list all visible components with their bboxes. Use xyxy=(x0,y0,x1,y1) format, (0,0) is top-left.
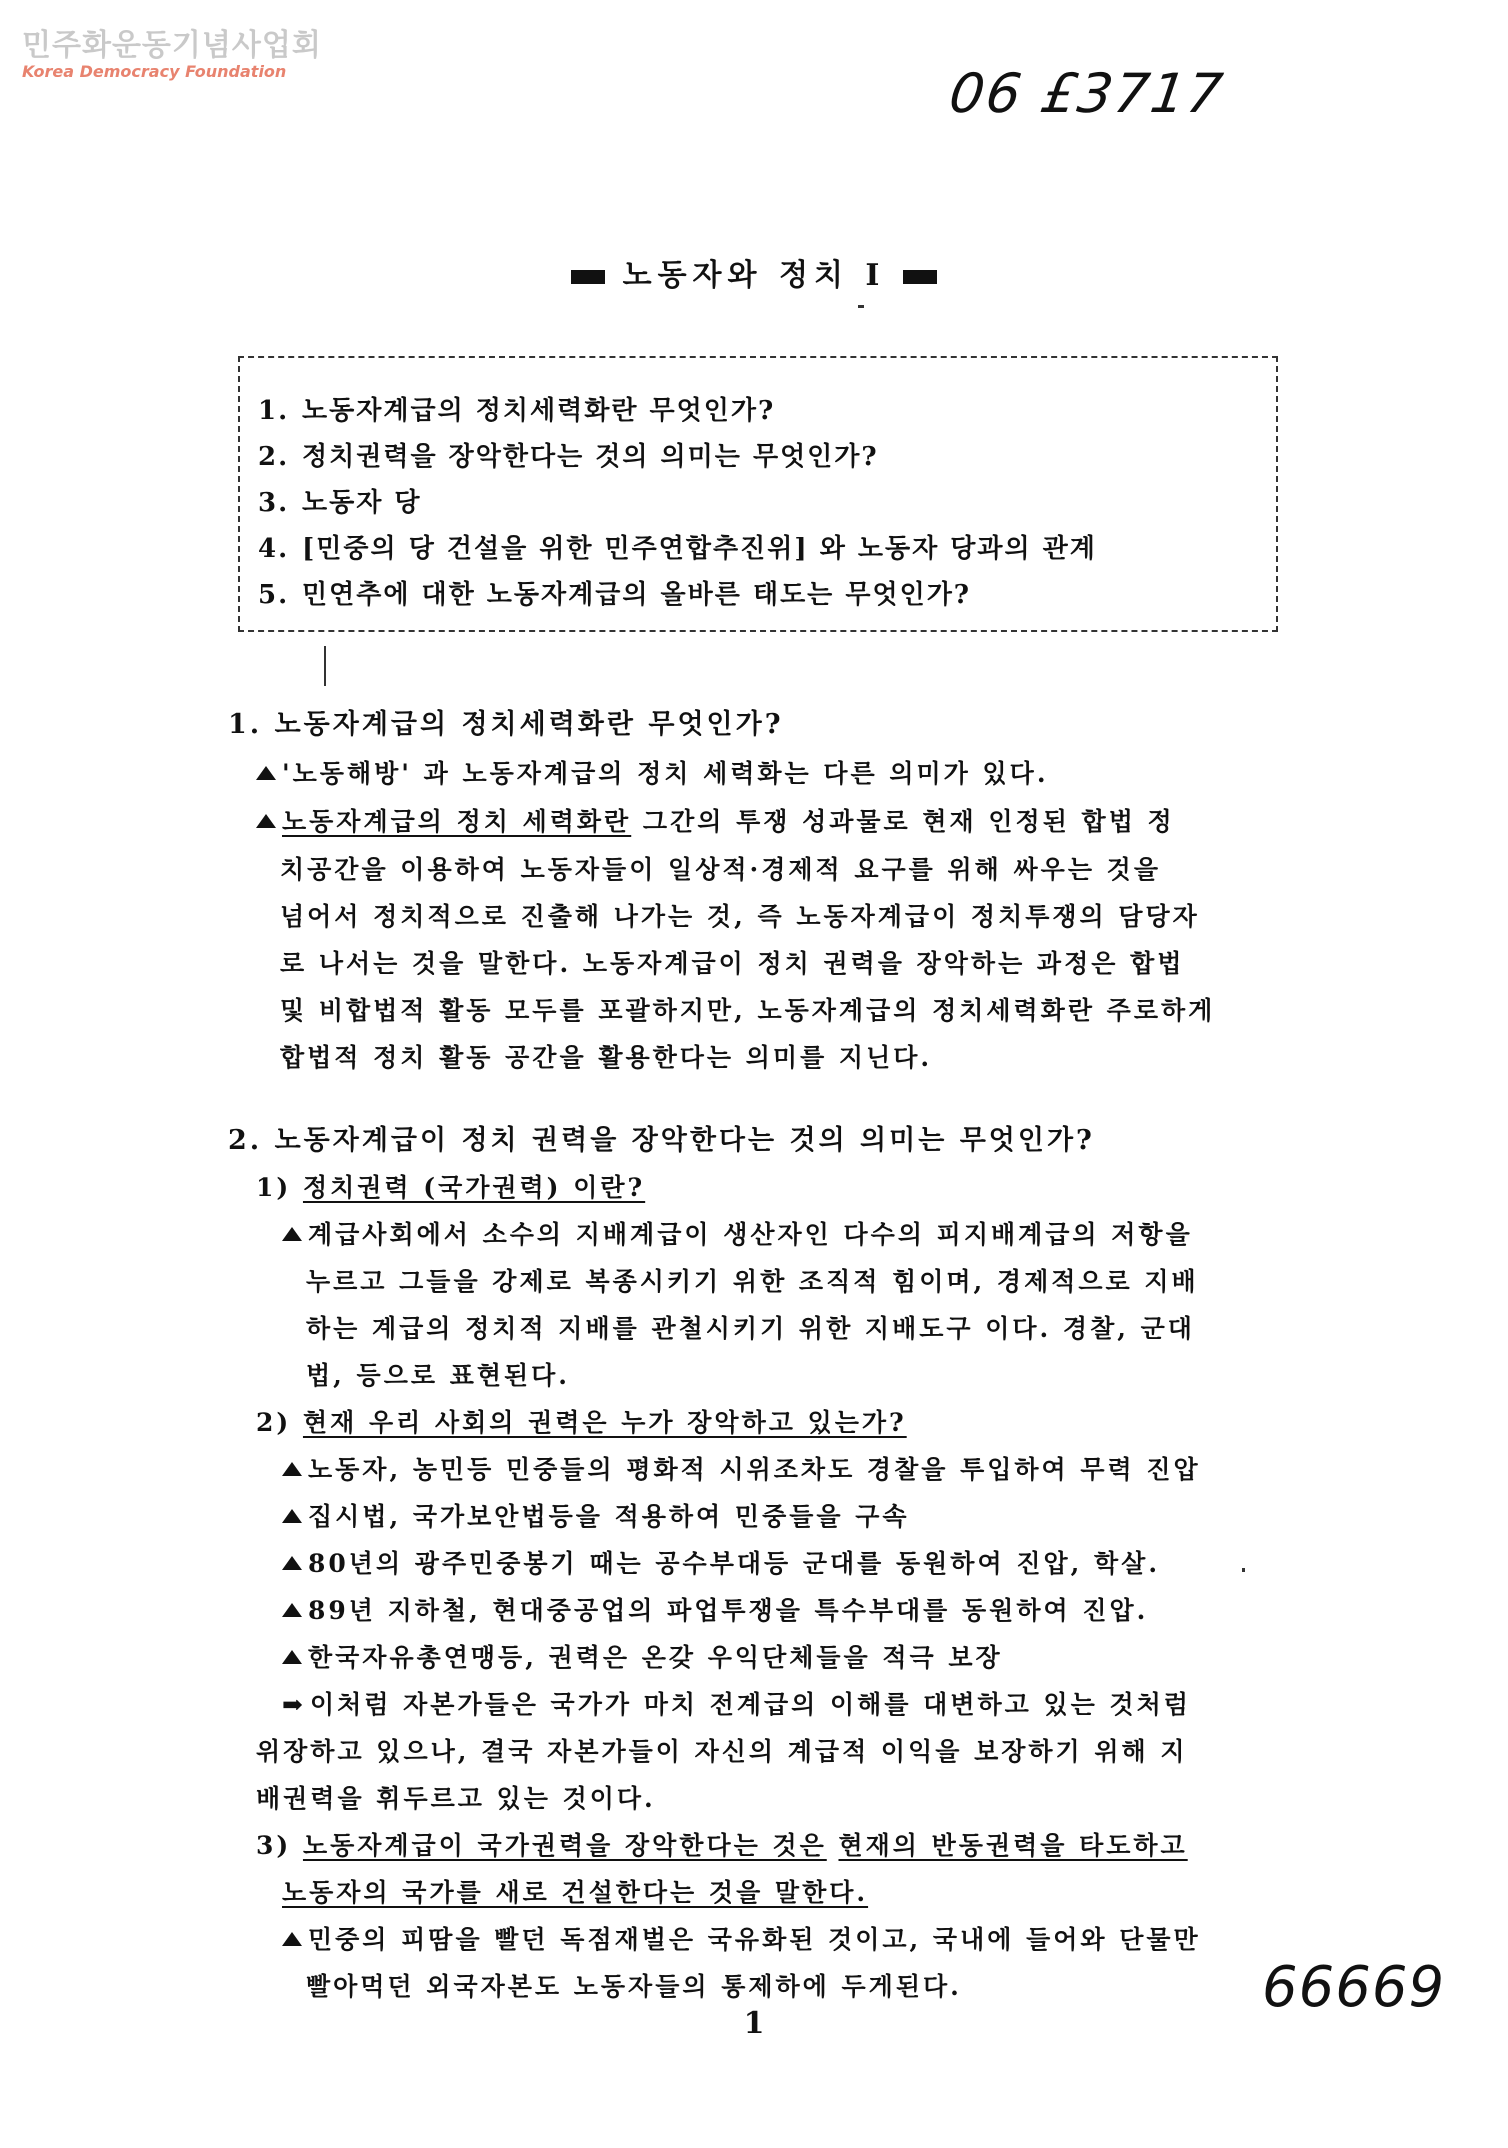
section2-sub3-bullet: 민중의 피땀을 빨던 독점재벌은 국유화된 것이고, 국내에 들어와 단물만 xyxy=(282,1923,1201,1957)
section2-sub2-arrow-line: 위장하고 있으나, 결국 자본가들이 자신의 계급적 이익을 보장하기 위해 지 xyxy=(256,1737,1188,1766)
scan-speck xyxy=(1242,1568,1245,1572)
triangle-bullet-icon xyxy=(282,1603,302,1617)
toc-item: 1. 노동자계급의 정치세력화란 무엇인가? xyxy=(258,396,776,426)
section1-line: 치공간을 이용하여 노동자들이 일상적·경제적 요구를 위해 싸우는 것을 xyxy=(280,855,1161,884)
triangle-bullet-icon xyxy=(282,1509,302,1523)
section2-sub2-bullet: 89년 지하철, 현대중공업의 파업투쟁을 특수부대를 동원하여 진압. xyxy=(282,1594,1148,1628)
triangle-bullet-icon xyxy=(256,814,276,828)
handwritten-page-code: 66669 xyxy=(1262,1955,1446,2020)
section2-sub3-title: 3) 노동자계급이 국가권력을 장악한다는 것은 현재의 반동권력을 타도하고 xyxy=(256,1831,1188,1860)
triangle-bullet-icon xyxy=(282,1556,302,1570)
arrow-right-icon: ➡ xyxy=(282,1690,306,1719)
triangle-bullet-icon xyxy=(282,1227,302,1241)
watermark-korean: 민주화운동기념사업회 xyxy=(22,28,322,63)
section2-sub2-bullet: 노동자, 농민등 민중들의 평화적 시위조차도 경찰을 투입하여 무력 진압 xyxy=(282,1453,1201,1487)
section2-sub1-line: 하는 계급의 정치적 지배를 관철시키기 위한 지배도구 이다. 경찰, 군대 xyxy=(306,1314,1195,1343)
section2-sub1-line: 계급사회에서 소수의 지배계급이 생산자인 다수의 피지배계급의 저항을 xyxy=(282,1218,1193,1252)
section1-line: 넘어서 정치적으로 진출해 나가는 것, 즉 노동자계급이 정치투쟁의 담당자 xyxy=(280,902,1200,931)
section2-sub2-title: 2) 현재 우리 사회의 권력은 누가 장악하고 있는가? xyxy=(256,1408,907,1437)
toc-item: 5. 민연추에 대한 노동자계급의 올바른 태도는 무엇인가? xyxy=(258,580,972,610)
section2-sub1-title: 1) 정치권력 (국가권력) 이란? xyxy=(256,1173,646,1202)
toc-item: 3. 노동자 당 xyxy=(258,488,422,518)
section2-sub3-title-cont: 노동자의 국가를 새로 건설한다는 것을 말한다. xyxy=(282,1878,869,1907)
triangle-bullet-icon xyxy=(282,1462,302,1476)
handwritten-archive-code: 06 £3717 xyxy=(945,62,1229,125)
section2-sub2-arrow-line: 배권력을 휘두르고 있는 것이다. xyxy=(256,1784,656,1813)
section2-sub3-line: 빨아먹던 외국자본도 노동자들의 통제하에 두게된다. xyxy=(306,1972,962,2001)
section2-sub2-arrow-line: ➡ 이처럼 자본가들은 국가가 마치 전계급의 이해를 대변하고 있는 것처럼 xyxy=(282,1688,1191,1722)
triangle-bullet-icon xyxy=(256,766,276,780)
title-right-block xyxy=(903,270,937,284)
section1-line: 및 비합법적 활동 모두를 포괄하지만, 노동자계급의 정치세력화란 주로하게 xyxy=(280,996,1216,1025)
section2-sub2-bullet: 80년의 광주민중봉기 때는 공수부대등 군대를 동원하여 진압, 학살. xyxy=(282,1547,1160,1581)
document-title xyxy=(0,250,1508,294)
section1-bullet2: 노동자계급의 정치 세력화란 그간의 투쟁 성과물로 현재 인정된 합법 정 xyxy=(256,805,1175,839)
section2-sub2-bullet: 집시법, 국가보안법등을 적용하여 민중들을 구속 xyxy=(282,1500,910,1534)
section2-sub1-line: 법, 등으로 표현된다. xyxy=(306,1361,571,1390)
section2-sub1-line: 누르고 그들을 강제로 복종시키기 위한 조직적 힘이며, 경제적으로 지배 xyxy=(306,1267,1199,1296)
page-number: 1 xyxy=(743,2006,765,2041)
section1-bullet1: '노동해방' 과 노동자계급의 정치 세력화는 다른 의미가 있다. xyxy=(256,757,1049,791)
toc-item: 2. 정치권력을 장악한다는 것의 의미는 무엇인가? xyxy=(258,442,879,472)
section2-heading: 2. 노동자계급이 정치 권력을 장악한다는 것의 의미는 무엇인가? xyxy=(228,1125,1095,1156)
triangle-bullet-icon xyxy=(282,1932,302,1946)
title-left-block xyxy=(571,270,605,284)
title-text: 노동자와 정치 Ⅰ xyxy=(622,258,886,293)
table-of-contents xyxy=(238,356,1278,632)
triangle-bullet-icon xyxy=(282,1650,302,1664)
scan-speck xyxy=(324,646,326,686)
scan-speck xyxy=(858,305,864,308)
section1-heading: 1. 노동자계급의 정치세력화란 무엇인가? xyxy=(228,709,784,740)
toc-item: 4. [민중의 당 건설을 위한 민주연합추진위] 와 노동자 당과의 관계 xyxy=(258,534,1097,564)
section1-line: 합법적 정치 활동 공간을 활용한다는 의미를 지닌다. xyxy=(280,1043,933,1072)
watermark-english: Korea Democracy Foundation xyxy=(22,62,287,81)
section1-line: 로 나서는 것을 말한다. 노동자계급이 정치 권력을 장악하는 과정은 합법 xyxy=(280,949,1185,978)
section2-sub2-bullet: 한국자유총연맹등, 권력은 온갖 우익단체들을 적극 보장 xyxy=(282,1641,1003,1675)
